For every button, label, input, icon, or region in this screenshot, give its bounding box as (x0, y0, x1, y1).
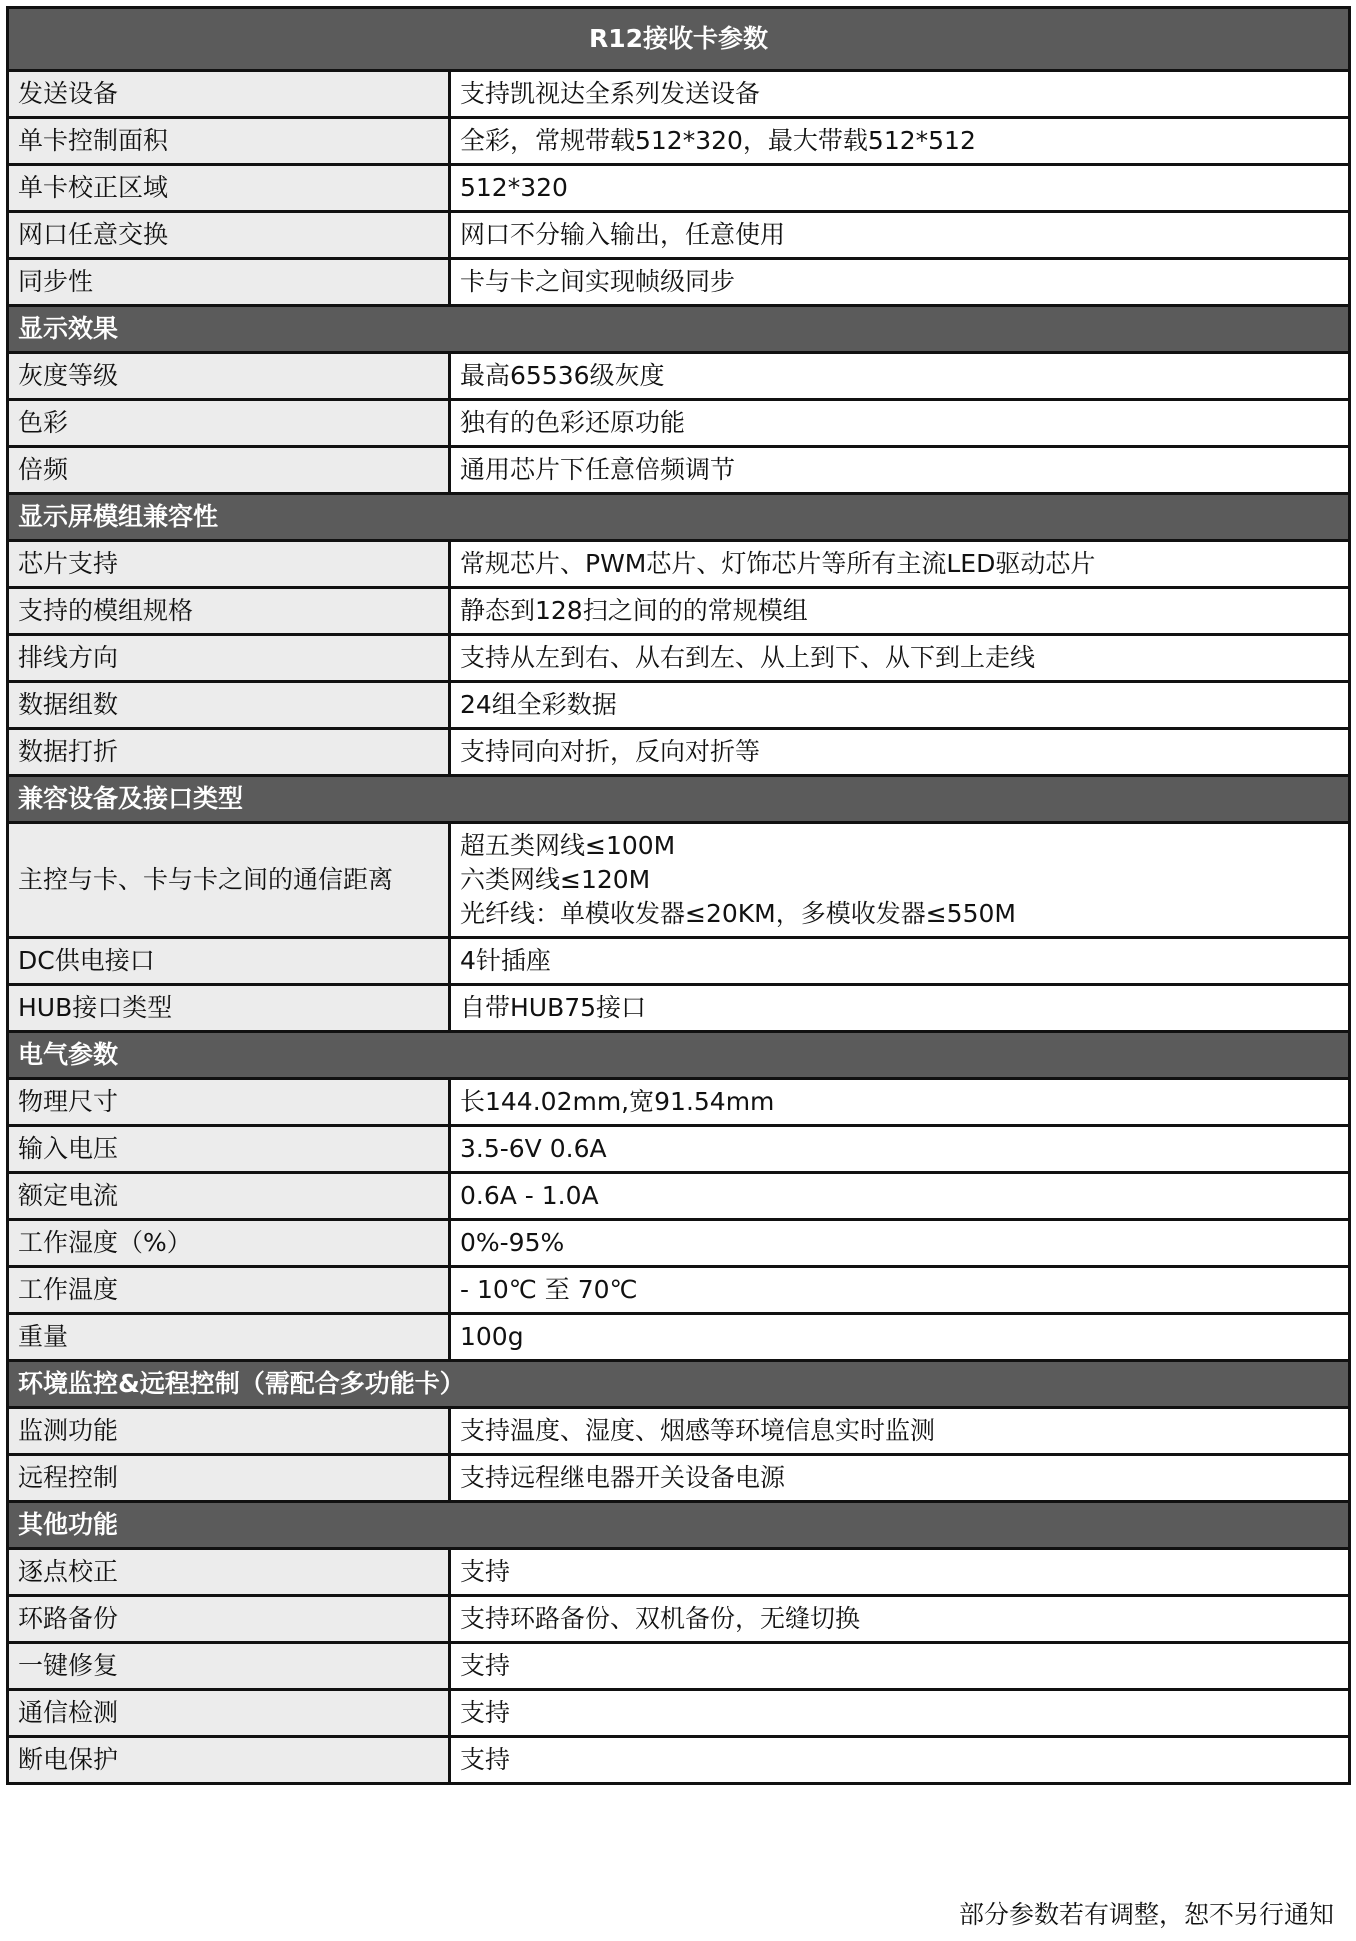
section-header: 其他功能 (8, 1502, 1350, 1549)
param-label: 逐点校正 (8, 1549, 450, 1596)
param-value: 支持温度、湿度、烟感等环境信息实时监测 (450, 1408, 1350, 1455)
param-label: 倍频 (8, 447, 450, 494)
param-label: 一键修复 (8, 1643, 450, 1690)
section-header: 电气参数 (8, 1032, 1350, 1079)
param-label: HUB接口类型 (8, 985, 450, 1032)
param-value: 常规芯片、PWM芯片、灯饰芯片等所有主流LED驱动芯片 (450, 541, 1350, 588)
param-value: 自带HUB75接口 (450, 985, 1350, 1032)
section-header: 显示屏模组兼容性 (8, 494, 1350, 541)
section-header-row (8, 1502, 1350, 1549)
param-value: 支持远程继电器开关设备电源 (450, 1455, 1350, 1502)
param-value: 支持从左到右、从右到左、从上到下、从下到上走线 (450, 635, 1350, 682)
table-row (8, 985, 1350, 1032)
table-row (8, 1126, 1350, 1173)
table-row (8, 118, 1350, 165)
param-label: 输入电压 (8, 1126, 450, 1173)
table-row (8, 1596, 1350, 1643)
table-row (8, 212, 1350, 259)
table-row (8, 165, 1350, 212)
section-header-row (8, 494, 1350, 541)
table-row (8, 1079, 1350, 1126)
spec-sheet (6, 6, 1348, 1785)
table-row (8, 588, 1350, 635)
section-header: 显示效果 (8, 306, 1350, 353)
param-value: 最高65536级灰度 (450, 353, 1350, 400)
table-row (8, 1220, 1350, 1267)
section-header: 环境监控&远程控制（需配合多功能卡） (8, 1361, 1350, 1408)
param-value: 卡与卡之间实现帧级同步 (450, 259, 1350, 306)
param-value: 3.5-6V 0.6A (450, 1126, 1350, 1173)
param-label: 同步性 (8, 259, 450, 306)
param-label: 网口任意交换 (8, 212, 450, 259)
param-label: 发送设备 (8, 71, 450, 118)
table-row (8, 1549, 1350, 1596)
param-value: 0.6A - 1.0A (450, 1173, 1350, 1220)
param-value: 支持 (450, 1690, 1350, 1737)
param-label: 重量 (8, 1314, 450, 1361)
param-value: 100g (450, 1314, 1350, 1361)
param-label: 环路备份 (8, 1596, 450, 1643)
param-value: 4针插座 (450, 938, 1350, 985)
section-header-row (8, 1361, 1350, 1408)
table-row (8, 682, 1350, 729)
param-label: 工作温度 (8, 1267, 450, 1314)
section-header-row (8, 1032, 1350, 1079)
table-row (8, 1643, 1350, 1690)
table-row (8, 1408, 1350, 1455)
table-row (8, 938, 1350, 985)
param-value: 512*320 (450, 165, 1350, 212)
table-row (8, 259, 1350, 306)
param-value: 支持 (450, 1643, 1350, 1690)
param-label: 额定电流 (8, 1173, 450, 1220)
param-label: 数据组数 (8, 682, 450, 729)
section-header-row (8, 776, 1350, 823)
table-row (8, 1314, 1350, 1361)
table-row (8, 71, 1350, 118)
param-value: 全彩，常规带载512*320，最大带载512*512 (450, 118, 1350, 165)
param-label: 芯片支持 (8, 541, 450, 588)
param-label: 通信检测 (8, 1690, 450, 1737)
param-value: 支持 (450, 1737, 1350, 1784)
param-label: 断电保护 (8, 1737, 450, 1784)
param-value: 支持 (450, 1549, 1350, 1596)
param-value: 网口不分输入输出，任意使用 (450, 212, 1350, 259)
spec-table-body (8, 8, 1350, 1784)
param-value-line: 光纤线：单模收发器≤20KM，多模收发器≤550M (460, 899, 1016, 928)
param-label: 色彩 (8, 400, 450, 447)
param-value: 支持同向对折，反向对折等 (450, 729, 1350, 776)
table-row (8, 541, 1350, 588)
param-value: 通用芯片下任意倍频调节 (450, 447, 1350, 494)
table-row (8, 635, 1350, 682)
param-value-line: 六类网线≤120M (460, 865, 651, 894)
param-label: 工作湿度（%） (8, 1220, 450, 1267)
param-value: 独有的色彩还原功能 (450, 400, 1350, 447)
param-label: 单卡校正区域 (8, 165, 450, 212)
table-row (8, 823, 1350, 938)
table-row (8, 353, 1350, 400)
param-value: 长144.02mm,宽91.54mm (450, 1079, 1350, 1126)
footnote: 部分参数若有调整，恕不另行通知 (958, 1900, 1334, 1929)
param-label: 灰度等级 (8, 353, 450, 400)
param-value: 支持环路备份、双机备份，无缝切换 (450, 1596, 1350, 1643)
param-value: - 10℃ 至 70℃ (450, 1267, 1350, 1314)
param-label: 监测功能 (8, 1408, 450, 1455)
table-row (8, 400, 1350, 447)
table-row (8, 1173, 1350, 1220)
section-header: 兼容设备及接口类型 (8, 776, 1350, 823)
param-label: 单卡控制面积 (8, 118, 450, 165)
param-label: 排线方向 (8, 635, 450, 682)
param-value: 静态到128扫之间的的常规模组 (450, 588, 1350, 635)
param-value: 0%-95% (450, 1220, 1350, 1267)
section-header-row (8, 306, 1350, 353)
param-label: 物理尺寸 (8, 1079, 450, 1126)
table-row (8, 1737, 1350, 1784)
param-label: 远程控制 (8, 1455, 450, 1502)
table-row (8, 1267, 1350, 1314)
param-label: 主控与卡、卡与卡之间的通信距离 (8, 823, 450, 938)
table-row (8, 729, 1350, 776)
param-label: 数据打折 (8, 729, 450, 776)
spec-table (6, 6, 1351, 1785)
param-value (450, 823, 1350, 938)
table-title-row (8, 8, 1350, 71)
param-value: 支持凯视达全系列发送设备 (450, 71, 1350, 118)
param-value-line: 超五类网线≤100M (460, 831, 676, 860)
table-row (8, 1455, 1350, 1502)
table-title: R12接收卡参数 (8, 8, 1350, 71)
param-label: 支持的模组规格 (8, 588, 450, 635)
param-value: 24组全彩数据 (450, 682, 1350, 729)
param-label: DC供电接口 (8, 938, 450, 985)
table-row (8, 1690, 1350, 1737)
table-row (8, 447, 1350, 494)
